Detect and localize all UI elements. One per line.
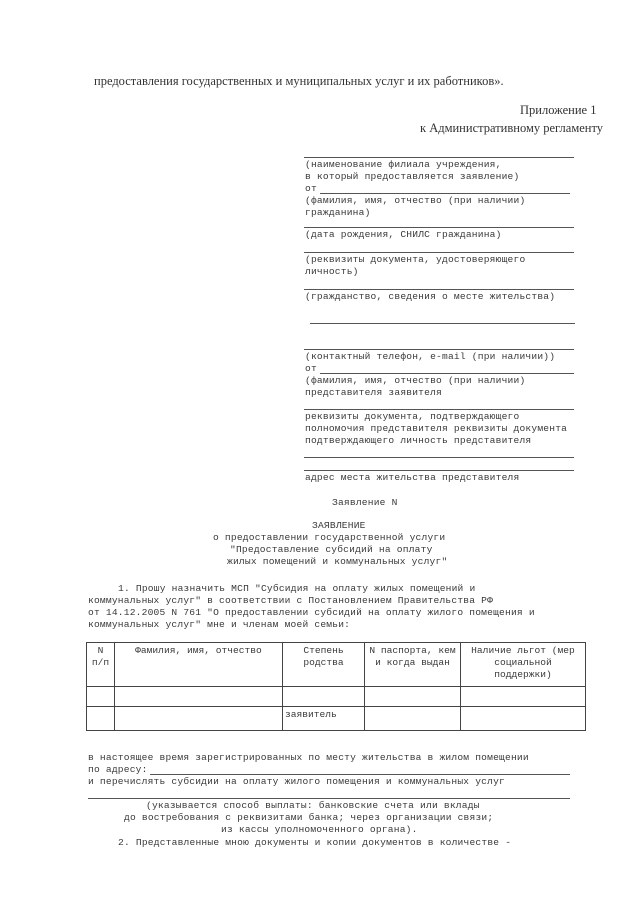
col-header-relation: Степень родства xyxy=(283,643,365,687)
cell-relation-applicant: заявитель xyxy=(283,707,365,731)
id-document-label-2: личность) xyxy=(305,266,359,277)
representative-address-label: адрес места жительства представителя xyxy=(305,472,520,483)
table-row xyxy=(87,687,586,707)
payment-method-hint-1: (указывается способ выплаты: банковские счета или вклады xyxy=(146,800,480,811)
from-label: от xyxy=(305,183,317,194)
cell[interactable] xyxy=(461,707,586,731)
authority-doc-label: реквизиты документа, подтверждающего xyxy=(305,411,520,422)
contact-label: (контактный телефон, e-mail (при наличии)) xyxy=(305,351,556,362)
para1-line2: коммунальных услуг" в соответствии с Постановлением Правительства РФ xyxy=(88,595,494,606)
authority-doc-label-2: полномочия представителя реквизиты документа xyxy=(305,423,568,434)
document-subtitle-3: жилых помещений и коммунальных услуг" xyxy=(227,556,448,567)
address-label: по адресу: xyxy=(88,764,148,775)
payment-method-hint-3: из кассы уполномоченного органа). xyxy=(221,824,418,835)
from-label-2: от xyxy=(305,363,317,374)
cell[interactable] xyxy=(365,687,461,707)
registration-line: в настоящее время зарегистрированных по месту жительства в жилом помещении xyxy=(88,752,529,763)
appendix-title: Приложение 1 xyxy=(520,103,597,117)
col-header-benefits: Наличие льгот (мер социальной поддержки) xyxy=(461,643,586,687)
birth-snils-label: (дата рождения, СНИЛС гражданина) xyxy=(305,229,502,240)
cell[interactable] xyxy=(115,687,283,707)
col-header-number: N п/п xyxy=(87,643,115,687)
id-document-label: (реквизиты документа, удостоверяющего xyxy=(305,254,526,265)
document-subtitle-1: о предоставлении государственной услуги xyxy=(213,532,446,543)
document-title: ЗАЯВЛЕНИЕ xyxy=(312,520,366,531)
applicant-name-label-2: гражданина) xyxy=(305,207,371,218)
family-table xyxy=(86,642,586,731)
payment-method-hint-2: до востребования с реквизитами банка; через организации связи; xyxy=(124,812,494,823)
cell[interactable] xyxy=(87,707,115,731)
para1-line1: 1. Прошу назначить МСП "Субсидия на оплату жилых помещений и xyxy=(118,583,476,594)
representative-name-label: (фамилия, имя, отчество (при наличии) xyxy=(305,375,526,386)
header-line: предоставления государственных и муниципальных услуг и их работников». xyxy=(94,74,504,88)
statement-number: Заявление N xyxy=(332,497,398,508)
authority-doc-label-3: подтверждающего личность представителя xyxy=(305,435,532,446)
col-header-name: Фамилия, имя, отчество xyxy=(115,643,283,687)
document-subtitle-2: "Предоставление субсидий на оплату xyxy=(230,544,433,555)
cell[interactable] xyxy=(365,707,461,731)
citizenship-label: (гражданство, сведения о месте жительства) xyxy=(305,291,556,302)
addressee-branch-label: (наименование филиала учреждения, xyxy=(305,159,502,170)
cell[interactable] xyxy=(283,687,365,707)
para2-line1: 2. Представленные мною документы и копии документов в количестве - xyxy=(118,837,512,848)
table-header-row xyxy=(87,643,586,687)
transfer-line: и перечислять субсидии на оплату жилого помещения и коммунальных услуг xyxy=(88,776,506,787)
cell[interactable] xyxy=(461,687,586,707)
appendix-subtitle: к Административному регламенту xyxy=(420,121,604,135)
table-row xyxy=(87,707,586,731)
para1-line4: коммунальных услуг" мне и членам моей семьи: xyxy=(88,619,351,630)
para1-line3: от 14.12.2005 N 761 "О предоставлении субсидий на оплату жилого помещения и xyxy=(88,607,535,618)
col-header-passport: N паспорта, кем и когда выдан xyxy=(365,643,461,687)
applicant-name-label: (фамилия, имя, отчество (при наличии) xyxy=(305,195,526,206)
addressee-branch-label-2: в который предоставляется заявление) xyxy=(305,171,520,182)
cell[interactable] xyxy=(115,707,283,731)
cell[interactable] xyxy=(87,687,115,707)
representative-label: представителя заявителя xyxy=(305,387,443,398)
